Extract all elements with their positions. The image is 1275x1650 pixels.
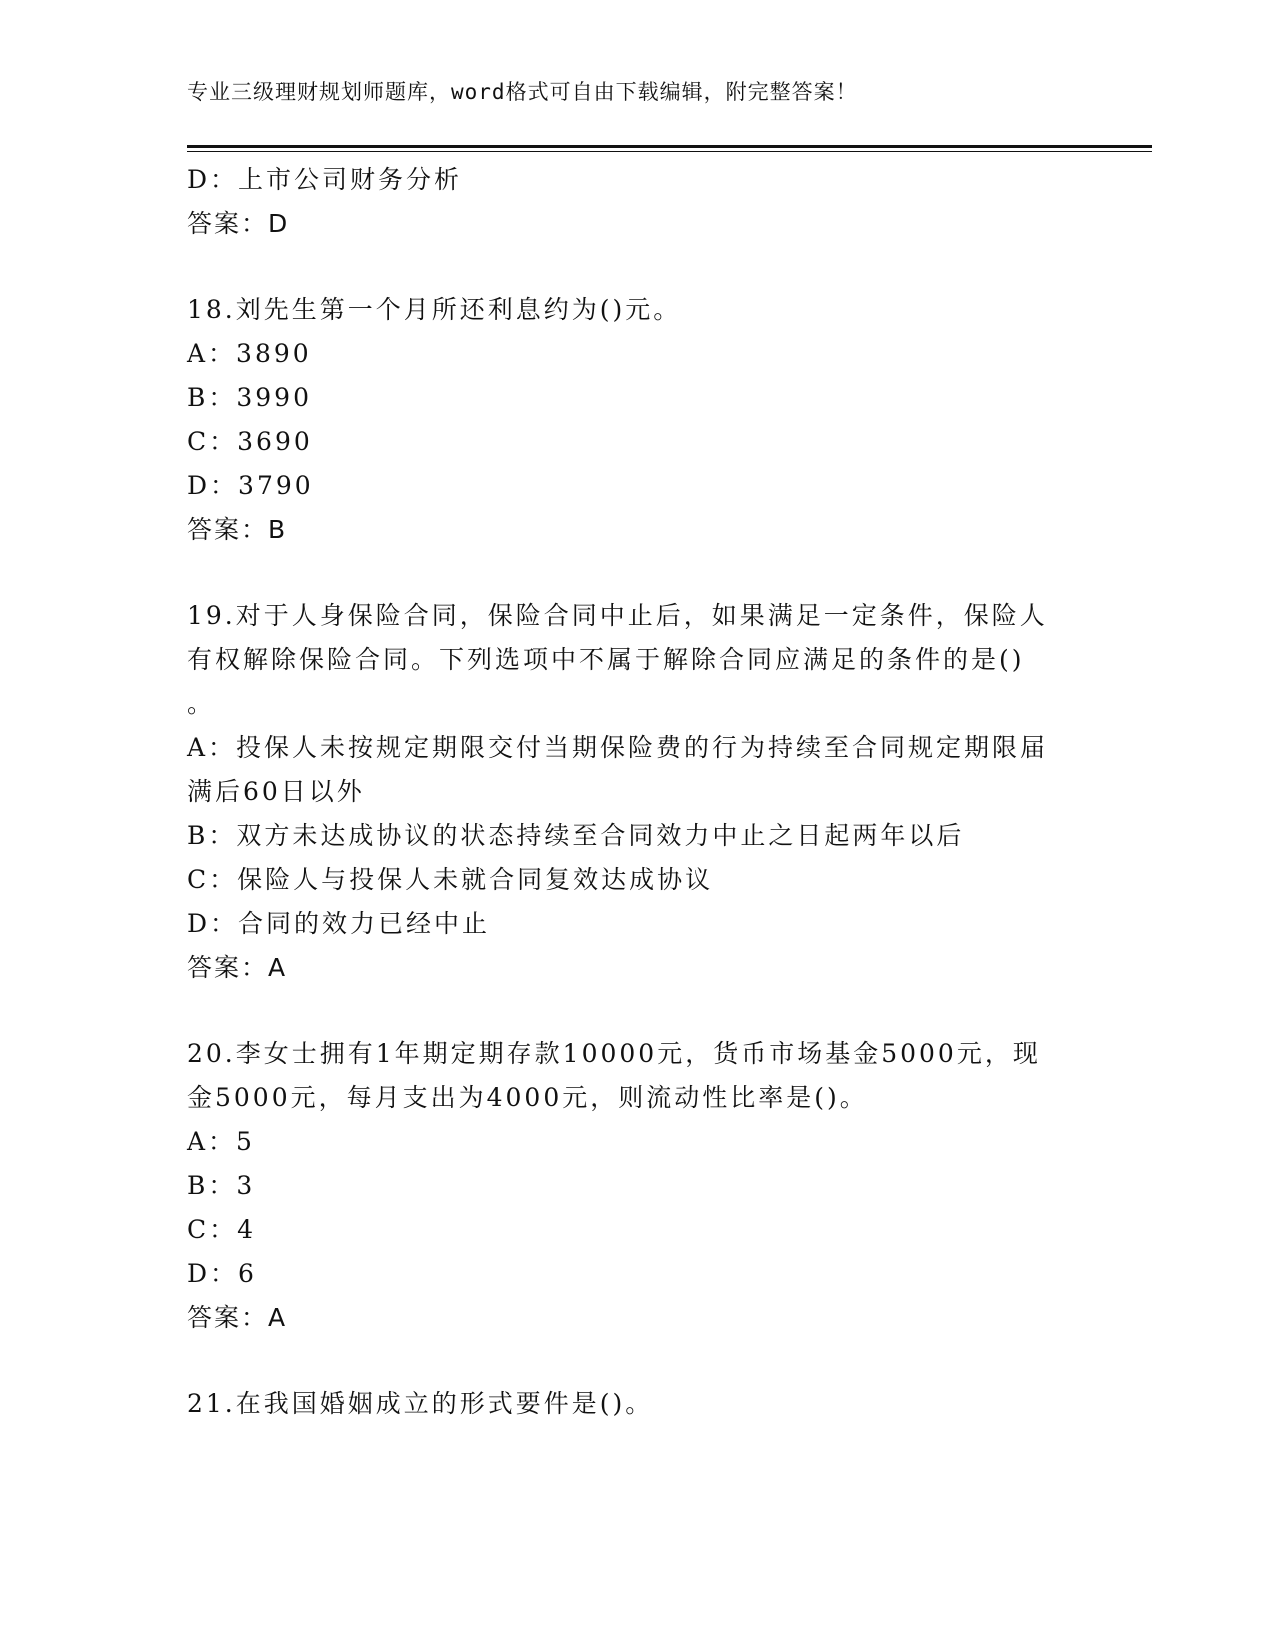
q18-option-b: B：3990 [187, 383, 312, 412]
q21-stem: 21.在我国婚姻成立的形式要件是()。 [187, 1389, 654, 1418]
q19-stem-line-3: 。 [187, 689, 216, 718]
q20-option-b: B：3 [187, 1171, 256, 1200]
q17-answer: 答案：D [187, 209, 290, 238]
q18-stem: 18.刘先生第一个月所还利息约为()元。 [187, 295, 682, 324]
q19-stem-line-1: 19.对于人身保险合同，保险合同中止后，如果满足一定条件，保险人 [187, 601, 1048, 630]
q20-option-d: D：6 [187, 1259, 257, 1288]
q20-answer: 答案：A [187, 1303, 288, 1332]
q19-answer: 答案：A [187, 953, 288, 982]
q18-answer: 答案：B [187, 515, 288, 544]
q19-option-b: B：双方未达成协议的状态持续至合同效力中止之日起两年以后 [187, 821, 965, 850]
page-header: 专业三级理财规划师题库，word格式可自由下载编辑，附完整答案！ [187, 80, 858, 104]
q20-option-c: C：4 [187, 1215, 257, 1244]
header-rule-thick [187, 145, 1152, 148]
q17-option-d: D：上市公司财务分析 [187, 165, 463, 194]
q19-option-a-line-1: A：投保人未按规定期限交付当期保险费的行为持续至合同规定期限届 [187, 733, 1049, 762]
q18-option-a: A：3890 [187, 339, 312, 368]
q20-option-a: A：5 [187, 1127, 255, 1156]
q19-option-a-line-2: 满后60日以外 [187, 777, 365, 806]
q18-option-c: C：3690 [187, 427, 313, 456]
q19-option-c: C：保险人与投保人未就合同复效达成协议 [187, 865, 714, 894]
q19-stem-line-2: 有权解除保险合同。下列选项中不属于解除合同应满足的条件的是() [187, 645, 1025, 674]
q20-stem-line-2: 金5000元，每月支出为4000元，则流动性比率是()。 [187, 1083, 868, 1112]
header-rule-thin [187, 151, 1152, 152]
q18-option-d: D：3790 [187, 471, 314, 500]
q19-option-d: D：合同的效力已经中止 [187, 909, 491, 938]
q20-stem-line-1: 20.李女士拥有1年期定期存款10000元，货币市场基金5000元，现 [187, 1039, 1041, 1068]
